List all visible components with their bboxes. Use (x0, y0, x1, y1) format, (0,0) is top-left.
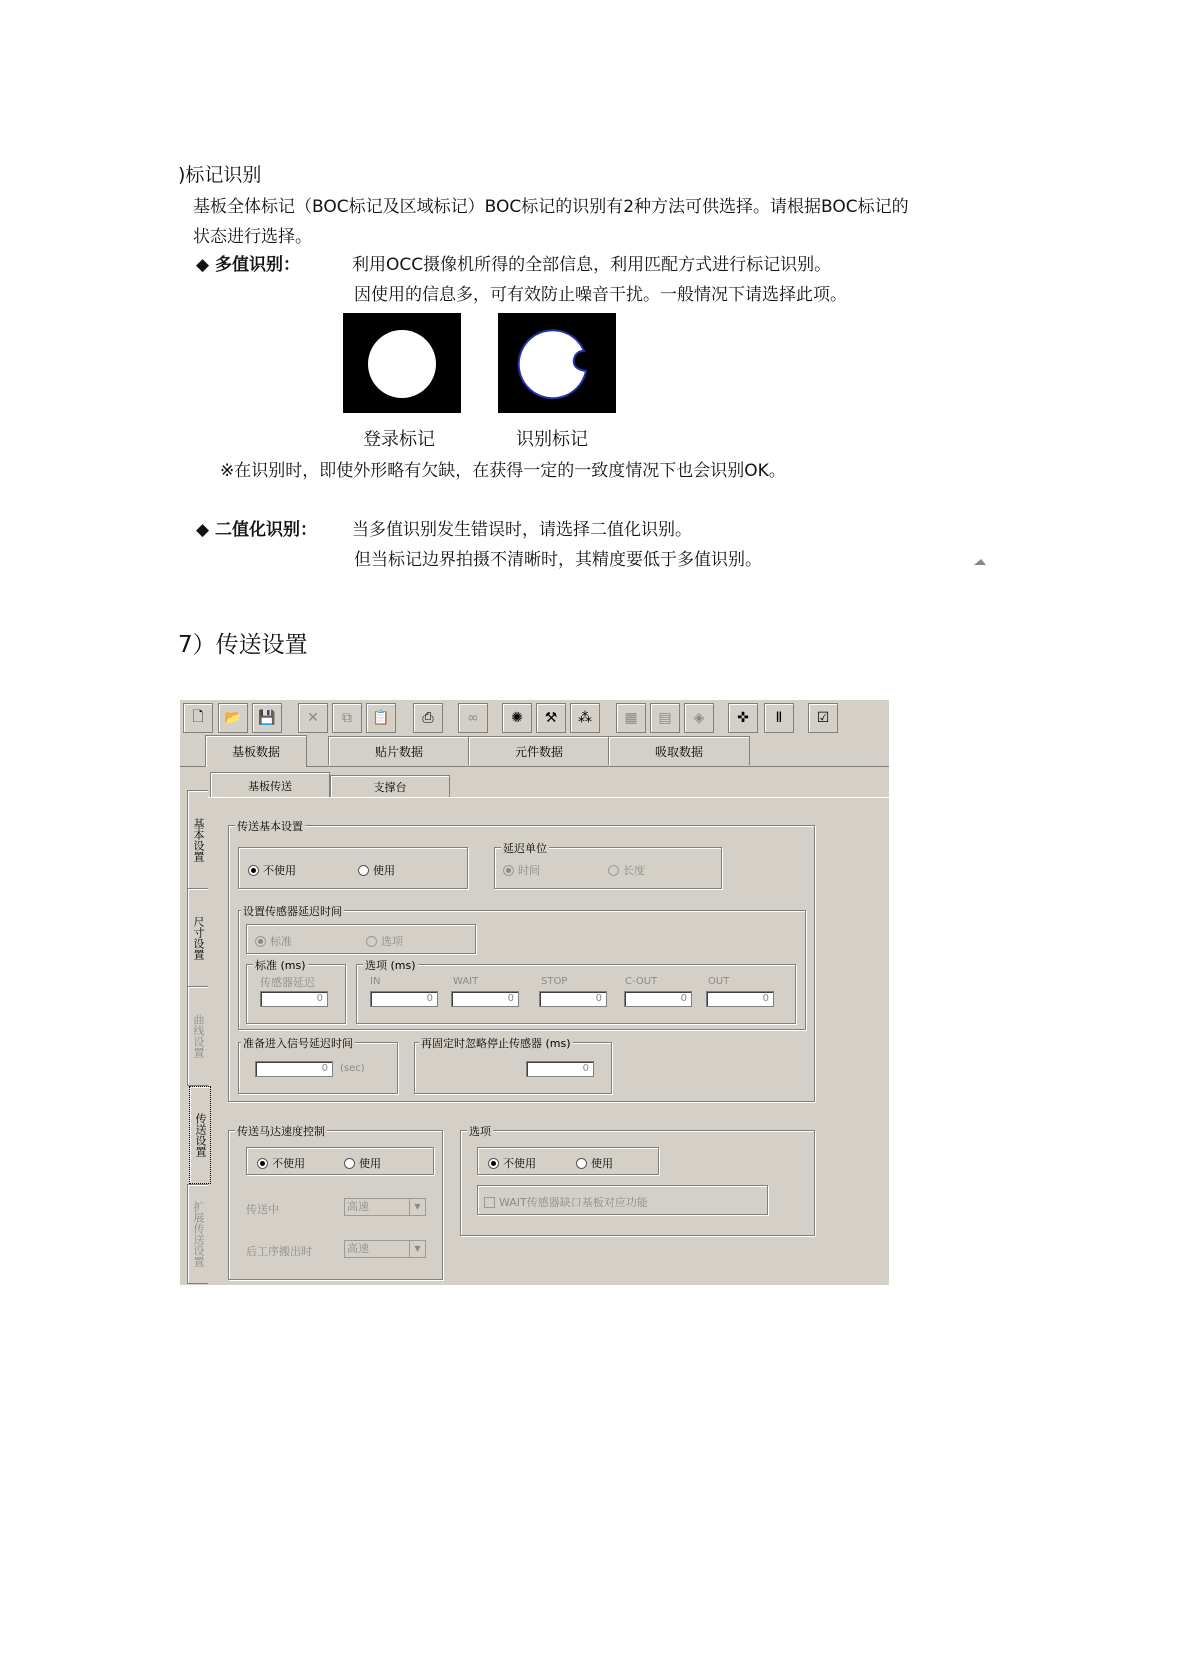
motor-after-select[interactable] (344, 1240, 426, 1258)
bulb-button[interactable] (502, 703, 532, 733)
wait-sensor-checkbox[interactable] (484, 1194, 648, 1210)
registered-mark-image (343, 313, 461, 413)
radio-dot-icon (576, 1158, 587, 1169)
bulb-icon: ✺ (511, 710, 523, 726)
registered-mark-circle (343, 313, 461, 413)
circles-icon: ⁂ (578, 710, 592, 726)
open-button[interactable] (218, 703, 248, 733)
card-button[interactable] (650, 703, 680, 733)
mark-recognition-title: )标记识别 (178, 164, 262, 186)
sensor-option-radio[interactable] (366, 933, 403, 949)
save-icon: 💾 (258, 710, 276, 726)
save-button[interactable] (252, 703, 282, 733)
vtab-basic-settings-label: 基本设置 (192, 818, 205, 862)
motor-transfer-label: 传送中 (246, 1203, 279, 1216)
pencil-icon (973, 558, 987, 566)
transfer-settings-window (180, 700, 889, 1285)
vtab-size-settings[interactable] (187, 888, 208, 988)
motor-used-label: 使用 (359, 1157, 381, 1170)
binoculars-button[interactable] (458, 703, 488, 733)
binary-line-1: 当多值识别发生错误时，请选择二值化识别。 (352, 520, 692, 540)
check-button[interactable] (808, 703, 838, 733)
motor-after-value: 高速 (347, 1242, 369, 1255)
vtab-size-settings-label: 尺寸设置 (192, 916, 205, 960)
main-tabs (180, 736, 889, 767)
wait-sensor-checkbox-label: WAIT传感器缺口基板对应功能 (499, 1196, 648, 1209)
vtab-transfer-settings-label: 传送设置 (194, 1113, 207, 1157)
vtab-basic-settings[interactable] (187, 790, 208, 890)
radio-dot-icon (608, 865, 619, 876)
checkbox-icon (484, 1197, 495, 1208)
tab-pickup-data[interactable]: 吸取数据 (608, 736, 750, 765)
motor-unused-label: 不使用 (272, 1157, 305, 1170)
grid-button[interactable] (616, 703, 646, 733)
chevron-down-icon: ▼ (409, 1241, 425, 1257)
basic-unused-radio[interactable] (248, 862, 296, 878)
option-out-input[interactable]: 0 (706, 991, 774, 1007)
tab-component-data[interactable]: 元件数据 (468, 736, 610, 765)
motor-transfer-select[interactable] (344, 1198, 426, 1216)
options-unused-label: 不使用 (503, 1157, 536, 1170)
vtab-extended-transfer-settings-label: 扩展传送设置 (192, 1201, 205, 1267)
paste-icon: 📋 (372, 710, 390, 726)
copy-icon: ⧉ (342, 710, 352, 726)
ready-signal-delay-title: 准备进入信号延迟时间 (243, 1037, 353, 1050)
delay-length-label: 长度 (623, 864, 645, 877)
bar-icon: Ⅱ (775, 710, 783, 726)
recognized-mark-shape (498, 313, 616, 413)
options-unused-radio[interactable] (488, 1155, 536, 1171)
delay-time-radio[interactable] (503, 862, 540, 878)
bar-button[interactable] (764, 703, 794, 733)
motor-transfer-value: 高速 (347, 1200, 369, 1213)
option-cout-label: C-OUT (625, 976, 658, 987)
sensor-delay-input[interactable]: 0 (260, 991, 328, 1007)
ready-signal-delay-input[interactable]: 0 (255, 1061, 333, 1077)
cut-icon: ✕ (307, 710, 319, 726)
chevron-down-icon: ▼ (409, 1199, 425, 1215)
register-mark-caption: 登录标记 (363, 429, 435, 450)
vtab-extended-transfer-settings[interactable] (187, 1184, 208, 1284)
ready-signal-delay-unit: (sec) (340, 1063, 365, 1074)
disk-icon: ◈ (693, 710, 705, 726)
motor-after-label: 后工序搬出时 (246, 1245, 312, 1258)
radio-dot-icon (248, 865, 259, 876)
recognized-mark-image (498, 313, 616, 413)
option-in-label: IN (370, 976, 381, 987)
binoculars-icon: ∞ (467, 710, 479, 726)
card-icon: ▤ (658, 710, 672, 726)
print-icon: ⎙ (422, 710, 434, 726)
option-cout-input[interactable]: 0 (624, 991, 692, 1007)
new-icon: 🗋 (192, 709, 204, 725)
subtab-support-table[interactable]: 支撑台 (330, 775, 450, 798)
multi-value-line-2: 因使用的信息多，可有效防止噪音干扰。一般情况下请选择此项。 (354, 285, 847, 305)
vtab-curve-settings[interactable] (187, 986, 208, 1086)
refix-ignore-stop-title: 再固定时忽略停止传感器 (ms) (421, 1037, 571, 1050)
option-out-label: OUT (708, 976, 730, 987)
option-in-input[interactable]: 0 (370, 991, 438, 1007)
motor-speed-title: 传送马达速度控制 (237, 1125, 325, 1138)
option-stop-label: STOP (541, 976, 568, 987)
option-wait-label: WAIT (453, 976, 479, 987)
tab-placement-data[interactable]: 贴片数据 (328, 736, 470, 765)
sensor-standard-radio[interactable] (255, 933, 292, 949)
option-stop-input[interactable]: 0 (539, 991, 607, 1007)
radio-dot-icon (358, 865, 369, 876)
options-used-label: 使用 (591, 1157, 613, 1170)
binary-line-2: 但当标记边界拍摄不清晰时，其精度要低于多值识别。 (354, 550, 762, 570)
options-group (460, 1125, 815, 1236)
grid-icon: ▦ (624, 710, 638, 726)
options-group-title: 选项 (469, 1125, 491, 1138)
motor-unused-radio[interactable] (257, 1155, 305, 1171)
tool-icon: ⚒ (544, 710, 558, 726)
refix-ignore-stop-input[interactable]: 0 (526, 1061, 594, 1077)
tool-button[interactable] (536, 703, 566, 733)
vtab-curve-settings-label: 曲线设置 (192, 1014, 205, 1058)
basic-transfer-group-title: 传送基本设置 (237, 820, 303, 833)
option-ms-title: 选项 (ms) (365, 959, 416, 972)
tab-board-data[interactable]: 基板数据 (205, 735, 307, 767)
intro-line-2: 状态进行选择。 (193, 227, 312, 247)
sensor-delay-label: 传感器延迟 (260, 976, 315, 989)
basic-used-radio[interactable] (358, 862, 395, 878)
paste-button[interactable] (366, 703, 396, 733)
subtab-baseline (208, 797, 889, 798)
subtab-board-transfer[interactable]: 基板传送 (210, 772, 330, 798)
delay-unit-title: 延迟单位 (503, 842, 547, 855)
print-button[interactable] (413, 703, 443, 733)
open-icon: 📂 (224, 710, 242, 726)
motor-used-radio[interactable] (344, 1155, 381, 1171)
delay-time-label: 时间 (518, 864, 540, 877)
radio-dot-icon (503, 865, 514, 876)
cross-button[interactable] (728, 703, 758, 733)
options-used-radio[interactable] (576, 1155, 613, 1171)
standard-ms-title: 标准 (ms) (255, 959, 306, 972)
radio-dot-icon (488, 1158, 499, 1169)
radio-dot-icon (255, 936, 266, 947)
new-button[interactable] (183, 703, 213, 733)
binary-bullet: ◆ 二值化识别： (196, 520, 317, 540)
recognize-mark-caption: 识别标记 (516, 429, 588, 450)
radio-dot-icon (344, 1158, 355, 1169)
transfer-settings-title: 7）传送设置 (178, 632, 308, 658)
radio-dot-icon (257, 1158, 268, 1169)
check-icon: ☑ (816, 710, 830, 726)
copy-button[interactable] (332, 703, 362, 733)
cut-button[interactable] (298, 703, 328, 733)
sensor-option-label: 选项 (381, 935, 403, 948)
circles-button[interactable] (570, 703, 600, 733)
sensor-standard-label: 标准 (270, 935, 292, 948)
cross-icon: ✜ (737, 710, 749, 726)
basic-unused-label: 不使用 (263, 864, 296, 877)
multi-value-line-1: 利用OCC摄像机所得的全部信息，利用匹配方式进行标记识别。 (352, 255, 832, 275)
multi-value-bullet: ◆ 多值识别： (196, 255, 300, 275)
sensor-delay-title: 设置传感器延迟时间 (243, 905, 342, 918)
disk-button[interactable] (684, 703, 714, 733)
basic-used-label: 使用 (373, 864, 395, 877)
vtab-transfer-settings[interactable] (189, 1086, 211, 1184)
intro-line-1: 基板全体标记（BOC标记及区域标记）BOC标记的识别有2种方法可供选择。请根据BOC标记的 (193, 197, 909, 217)
delay-length-radio[interactable] (608, 862, 645, 878)
recognition-note: ※在识别时，即使外形略有欠缺，在获得一定的一致度情况下也会识别OK。 (220, 461, 786, 481)
option-wait-input[interactable]: 0 (451, 991, 519, 1007)
radio-dot-icon (366, 936, 377, 947)
